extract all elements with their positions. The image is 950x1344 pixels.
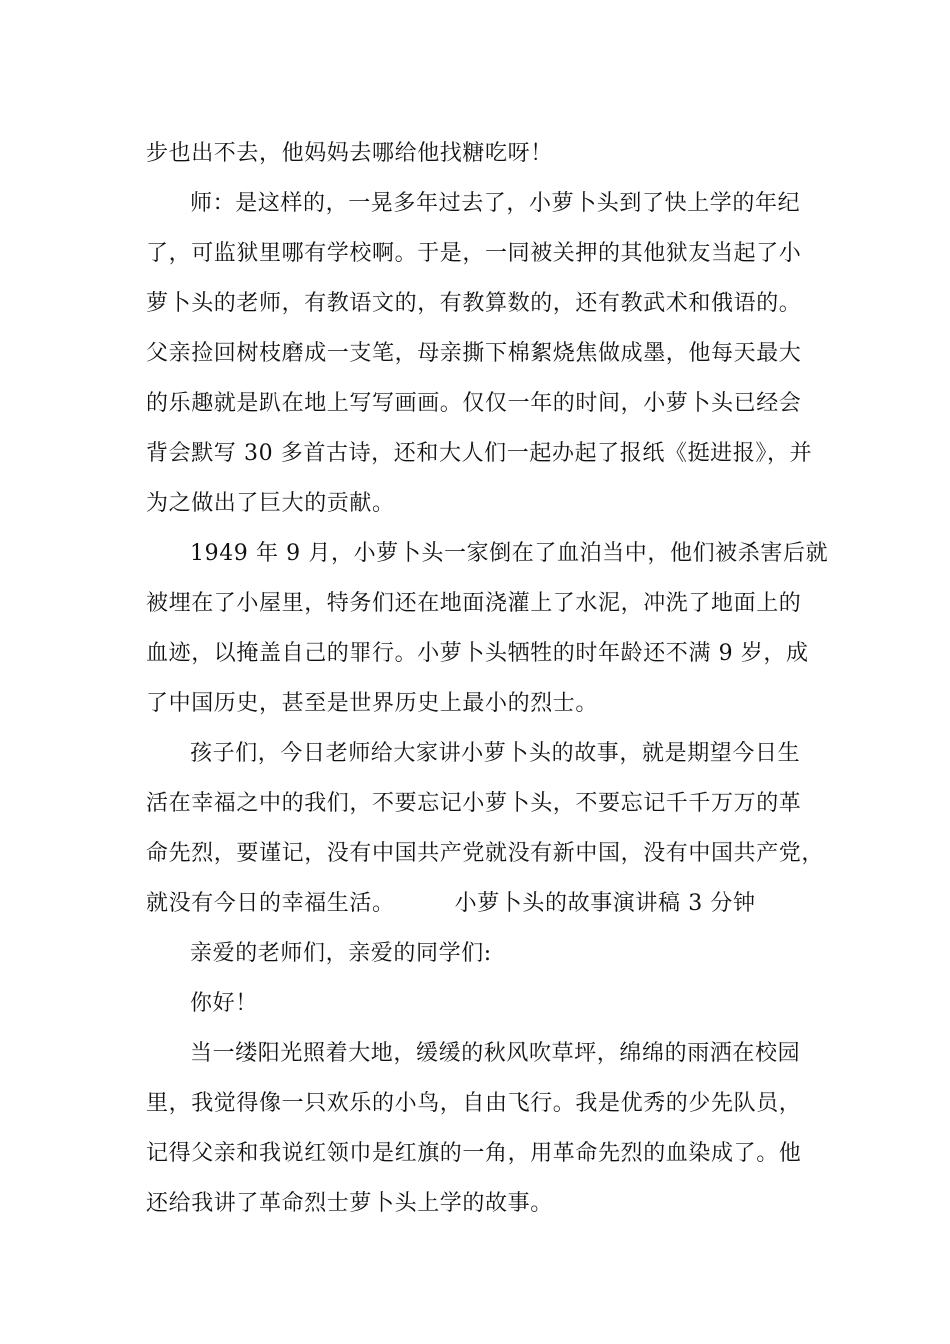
text-line: 背会默写 30 多首古诗，还和大人们一起办起了报纸《挺进报》，并 <box>146 441 813 466</box>
text-line-with-heading <box>146 879 826 929</box>
text-line: 记得父亲和我说红领巾是红旗的一角，用革命先烈的血染成了。他 <box>146 1141 802 1166</box>
text-line: 了，可监狱里哪有学校啊。于是，一同被关押的其他狱友当起了小 <box>146 241 802 266</box>
text-line: 活在幸福之中的我们，不要忘记小萝卜头，不要忘记千千万万的革 <box>146 791 802 816</box>
text-line: 里，我觉得像一只欢乐的小鸟，自由飞行。我是优秀的少先队员， <box>146 1091 802 1116</box>
section-heading: 小萝卜头的故事演讲稿 3 分钟 <box>454 891 756 916</box>
text-fragment: 就没有今日的幸福生活。 <box>146 891 395 916</box>
document-body <box>146 129 829 1229</box>
text-line: 父亲捡回树枝磨成一支笔，母亲撕下棉絮烧焦做成墨，他每天最大 <box>146 341 802 366</box>
text-line: 了中国历史，甚至是世界历史上最小的烈士。 <box>146 691 599 716</box>
text-line: 步也出不去，他妈妈去哪给他找糖吃呀！ <box>146 141 553 166</box>
text-line: 命先烈，要谨记，没有中国共产党就没有新中国，没有中国共产党， <box>146 841 825 866</box>
text-line: 为之做出了巨大的贡献。 <box>146 491 395 516</box>
text-line: 当一缕阳光照着大地，缓缓的秋风吹草坪，绵绵的雨洒在校园 <box>190 1041 801 1066</box>
text-line: 1949 年 9 月，小萝卜头一家倒在了血泊当中，他们被杀害后就 <box>190 541 829 566</box>
text-line: 被埋在了小屋里，特务们还在地面浇灌上了水泥，冲洗了地面上的 <box>146 591 802 616</box>
greeting: 你好！ <box>190 991 258 1016</box>
text-line: 的乐趣就是趴在地上写写画画。仅仅一年的时间，小萝卜头已经会 <box>146 391 802 416</box>
text-line: 还给我讲了革命烈士萝卜头上学的故事。 <box>146 1191 553 1216</box>
text-line: 孩子们，今日老师给大家讲小萝卜头的故事，就是期望今日生 <box>190 741 801 766</box>
text-line: 萝卜头的老师，有教语文的，有教算数的，还有教武术和俄语的。 <box>146 291 802 316</box>
text-line: 血迹，以掩盖自己的罪行。小萝卜头牺牲的时年龄还不满 9 岁，成 <box>146 641 809 666</box>
salutation: 亲爱的老师们，亲爱的同学们: <box>190 941 492 966</box>
text-line: 师：是这样的，一晃多年过去了，小萝卜头到了快上学的年纪 <box>190 191 801 216</box>
